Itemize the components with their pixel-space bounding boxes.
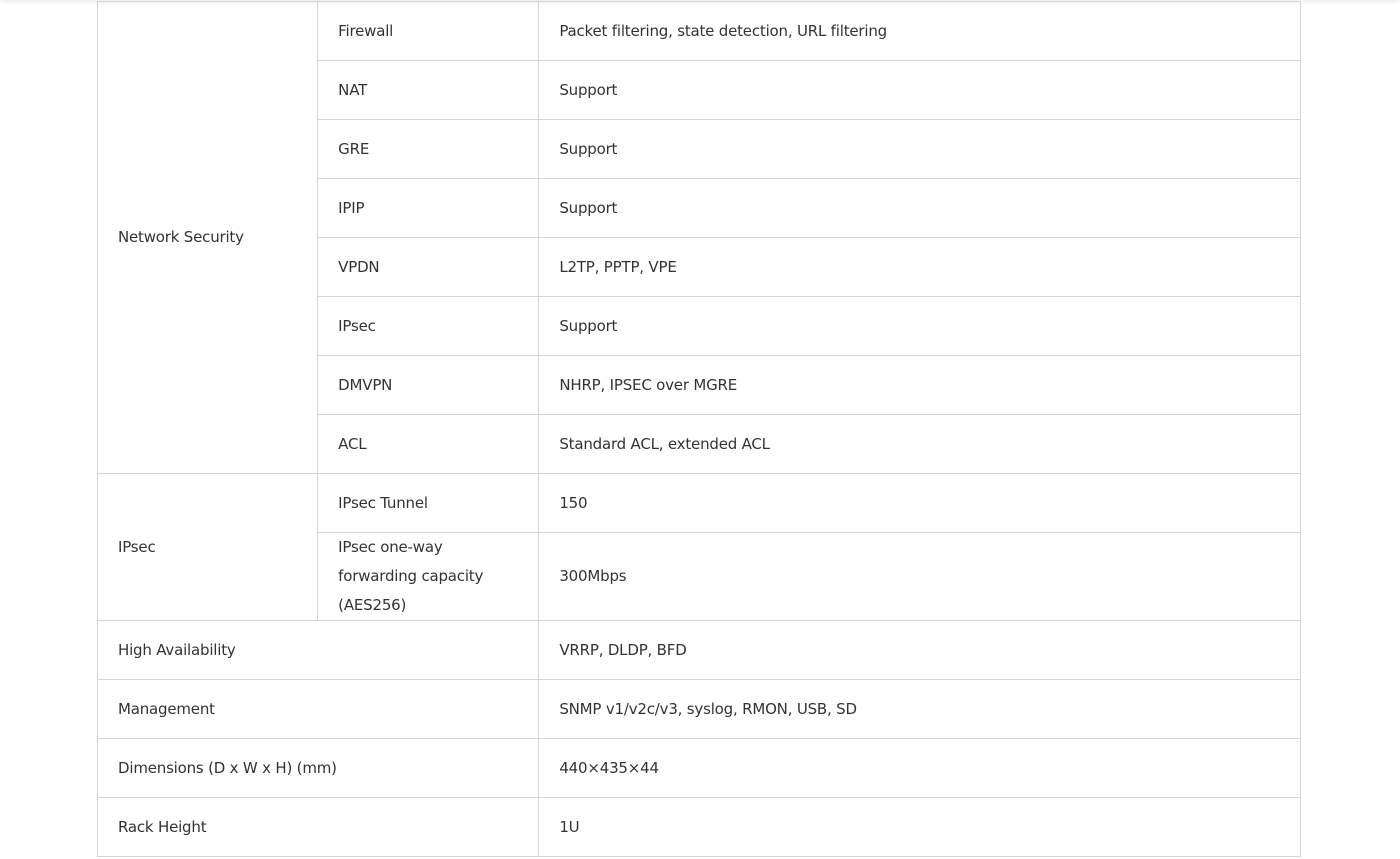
table-row [98, 621, 1301, 680]
value-cell: Support [539, 179, 1301, 238]
category-cell: Rack Height [98, 798, 539, 857]
value-cell: Support [539, 61, 1301, 120]
feature-cell: IPIP [318, 179, 539, 238]
table-row [98, 798, 1301, 857]
specifications-table [97, 1, 1301, 857]
category-cell: Network Security [98, 2, 318, 474]
feature-cell: NAT [318, 61, 539, 120]
value-cell: Standard ACL, extended ACL [539, 415, 1301, 474]
feature-cell: ACL [318, 415, 539, 474]
value-cell: L2TP, PPTP, VPE [539, 238, 1301, 297]
table-row [98, 739, 1301, 798]
value-cell: 150 [539, 474, 1301, 533]
category-cell: Management [98, 680, 539, 739]
category-cell: Dimensions (D x W x H) (mm) [98, 739, 539, 798]
table-row [98, 680, 1301, 739]
category-cell: IPsec [98, 474, 318, 621]
value-cell: 440×435×44 [539, 739, 1301, 798]
value-cell: VRRP, DLDP, BFD [539, 621, 1301, 680]
value-cell: SNMP v1/v2c/v3, syslog, RMON, USB, SD [539, 680, 1301, 739]
value-cell: 300Mbps [539, 533, 1301, 621]
table-row [98, 474, 1301, 533]
feature-cell: IPsec one-way forwarding capacity (AES256) [318, 533, 539, 621]
value-cell: Support [539, 297, 1301, 356]
feature-cell: VPDN [318, 238, 539, 297]
value-cell: NHRP, IPSEC over MGRE [539, 356, 1301, 415]
feature-cell: IPsec Tunnel [318, 474, 539, 533]
feature-cell: IPsec [318, 297, 539, 356]
value-cell: Support [539, 120, 1301, 179]
feature-cell: GRE [318, 120, 539, 179]
value-cell: 1U [539, 798, 1301, 857]
feature-cell: Firewall [318, 2, 539, 61]
category-cell: High Availability [98, 621, 539, 680]
table-row [98, 2, 1301, 61]
feature-cell: DMVPN [318, 356, 539, 415]
value-cell: Packet filtering, state detection, URL filtering [539, 2, 1301, 61]
